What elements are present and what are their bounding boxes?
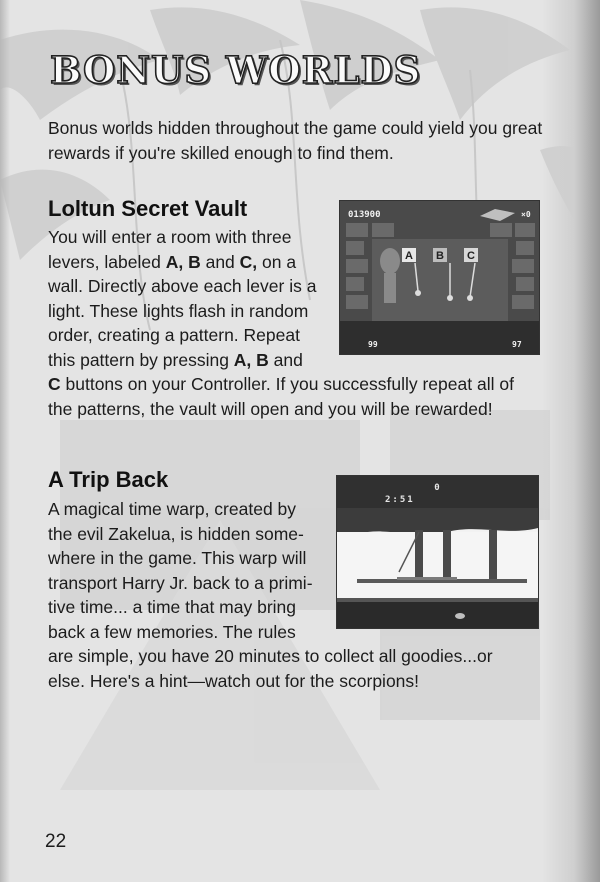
trip-back-game-screenshot (336, 475, 539, 629)
section-heading-secret-vault: Loltun Secret Vault (48, 196, 248, 221)
vault-lives-text: ×0 (521, 210, 531, 219)
vault-game-screenshot (339, 200, 540, 355)
lever-label-a: A (405, 250, 413, 262)
trip-timer-text: 2:51 (385, 495, 415, 505)
bold-term: A, B (165, 251, 201, 272)
page-number: 22 (45, 831, 67, 852)
section-heading-trip-back: A Trip Back (48, 467, 169, 492)
section-body-secret-vault: You will enter a room with three levers, labeled A, B and C, on a wall. Directly above each lever is a light. These lights flash in random order, creating a pattern. Repeat this pattern by pressing A, B and C buttons on your Controller. If you successfully repeat all of the patterns, the vault will open and you will be rewarded! (48, 227, 514, 419)
trip-score-text: 0 (434, 483, 440, 493)
bold-term: C (48, 374, 61, 394)
bold-term: C, (239, 251, 258, 272)
page-spine-shadow (542, 0, 600, 882)
bold-term: A, B (233, 349, 269, 370)
page-title: BONUS WORLDS (50, 48, 422, 92)
lever-label-c: C (467, 250, 475, 262)
page-left-edge-shadow (0, 0, 10, 882)
vault-left-counter-text: 99 (368, 340, 378, 349)
lever-label-b: B (436, 250, 444, 262)
intro-paragraph: Bonus worlds hidden throughout the game could yield you great rewards if you're skilled enough to find them. (48, 118, 543, 163)
vault-right-counter-text: 97 (512, 340, 522, 349)
vault-score-text: 013900 (348, 210, 381, 220)
section-body-trip-back: A magical time warp, created by the evil Zakelua, is hidden some- where in the game. This warp will transport Harry Jr. back to a primi- tive time... a time that may bring back a few memories. The rules are simple, you have 20 minutes to collect all goodies...or else. Here's a hint—watch out for the scorpions! (48, 499, 493, 691)
